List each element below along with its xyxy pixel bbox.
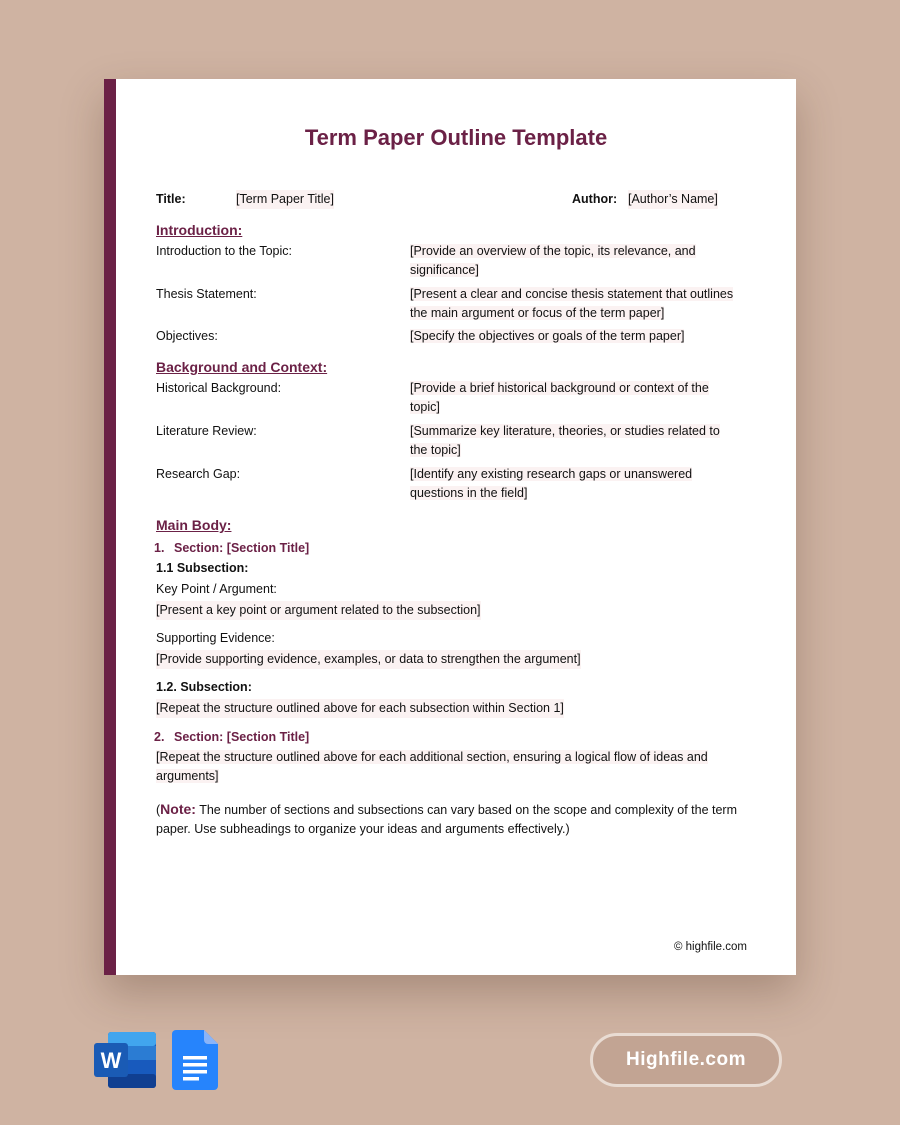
section2-number: 2. (154, 730, 165, 744)
key-point-label: Key Point / Argument: (156, 582, 277, 596)
microsoft-word-icon[interactable] (94, 1030, 158, 1090)
word-letter: W (100, 1048, 122, 1073)
section1-title: Section: [Section Title] (174, 541, 310, 555)
background-heading: Background and Context: (156, 359, 328, 375)
intro-topic-label: Introduction to the Topic: (156, 244, 292, 258)
intro-topic-value: [Provide an overview of the topic, its relevance, and significance] (410, 244, 696, 277)
objectives-value: [Specify the objectives or goals of the term paper] (410, 329, 685, 343)
author-label: Author: (572, 192, 618, 206)
section2-title: Section: [Section Title] (174, 730, 310, 744)
research-gap-label: Research Gap: (156, 467, 241, 481)
evidence-value: [Provide supporting evidence, examples, or data to strengthen the argument] (156, 650, 581, 669)
subsection-1-2-title: 1.2. Subsection: (156, 680, 252, 694)
main-body-heading: Main Body: (156, 517, 232, 533)
highfile-brand-badge[interactable]: Highfile.com (590, 1033, 782, 1087)
note-label: Note: (160, 801, 196, 817)
note-paragraph: (Note: The number of sections and subsections can vary based on the scope and complexity of the term paper. Use subheadings to organize your ideas and arguments effectively.) (156, 801, 737, 836)
google-docs-icon[interactable] (172, 1030, 218, 1090)
evidence-label: Supporting Evidence: (156, 631, 275, 645)
introduction-heading: Introduction: (156, 222, 243, 238)
subsection-1-2-value: [Repeat the structure outlined above for each subsection within Section 1] (156, 699, 564, 718)
document-page (104, 79, 796, 975)
author-value: [Author’s Name] (628, 190, 718, 209)
literature-label: Literature Review: (156, 424, 257, 438)
subsection-1-1-title: 1.1 Subsection: (156, 561, 249, 575)
copyright-text: © highfile.com (673, 941, 747, 953)
objectives-label: Objectives: (156, 329, 218, 343)
title-value: [Term Paper Title] (236, 190, 334, 209)
title-label: Title: (156, 192, 186, 206)
page-accent-bar (104, 79, 116, 975)
literature-value: [Summarize key literature, theories, or studies related to the topic] (410, 424, 720, 457)
thesis-label: Thesis Statement: (156, 287, 257, 301)
historical-label: Historical Background: (156, 381, 282, 395)
section2-value: [Repeat the structure outlined above for each additional section, ensuring a logical flow of ideas and arguments] (156, 750, 708, 783)
document-title: Term Paper Outline Template (304, 125, 608, 150)
key-point-value: [Present a key point or argument related to the subsection] (156, 601, 481, 620)
research-gap-value: [Identify any existing research gaps or unanswered questions in the field] (410, 467, 693, 500)
thesis-value: [Present a clear and concise thesis statement that outlines the main argument or focus of the term paper] (410, 287, 734, 320)
section1-number: 1. (154, 541, 165, 555)
historical-value: [Provide a brief historical background or context of the topic] (410, 381, 709, 414)
